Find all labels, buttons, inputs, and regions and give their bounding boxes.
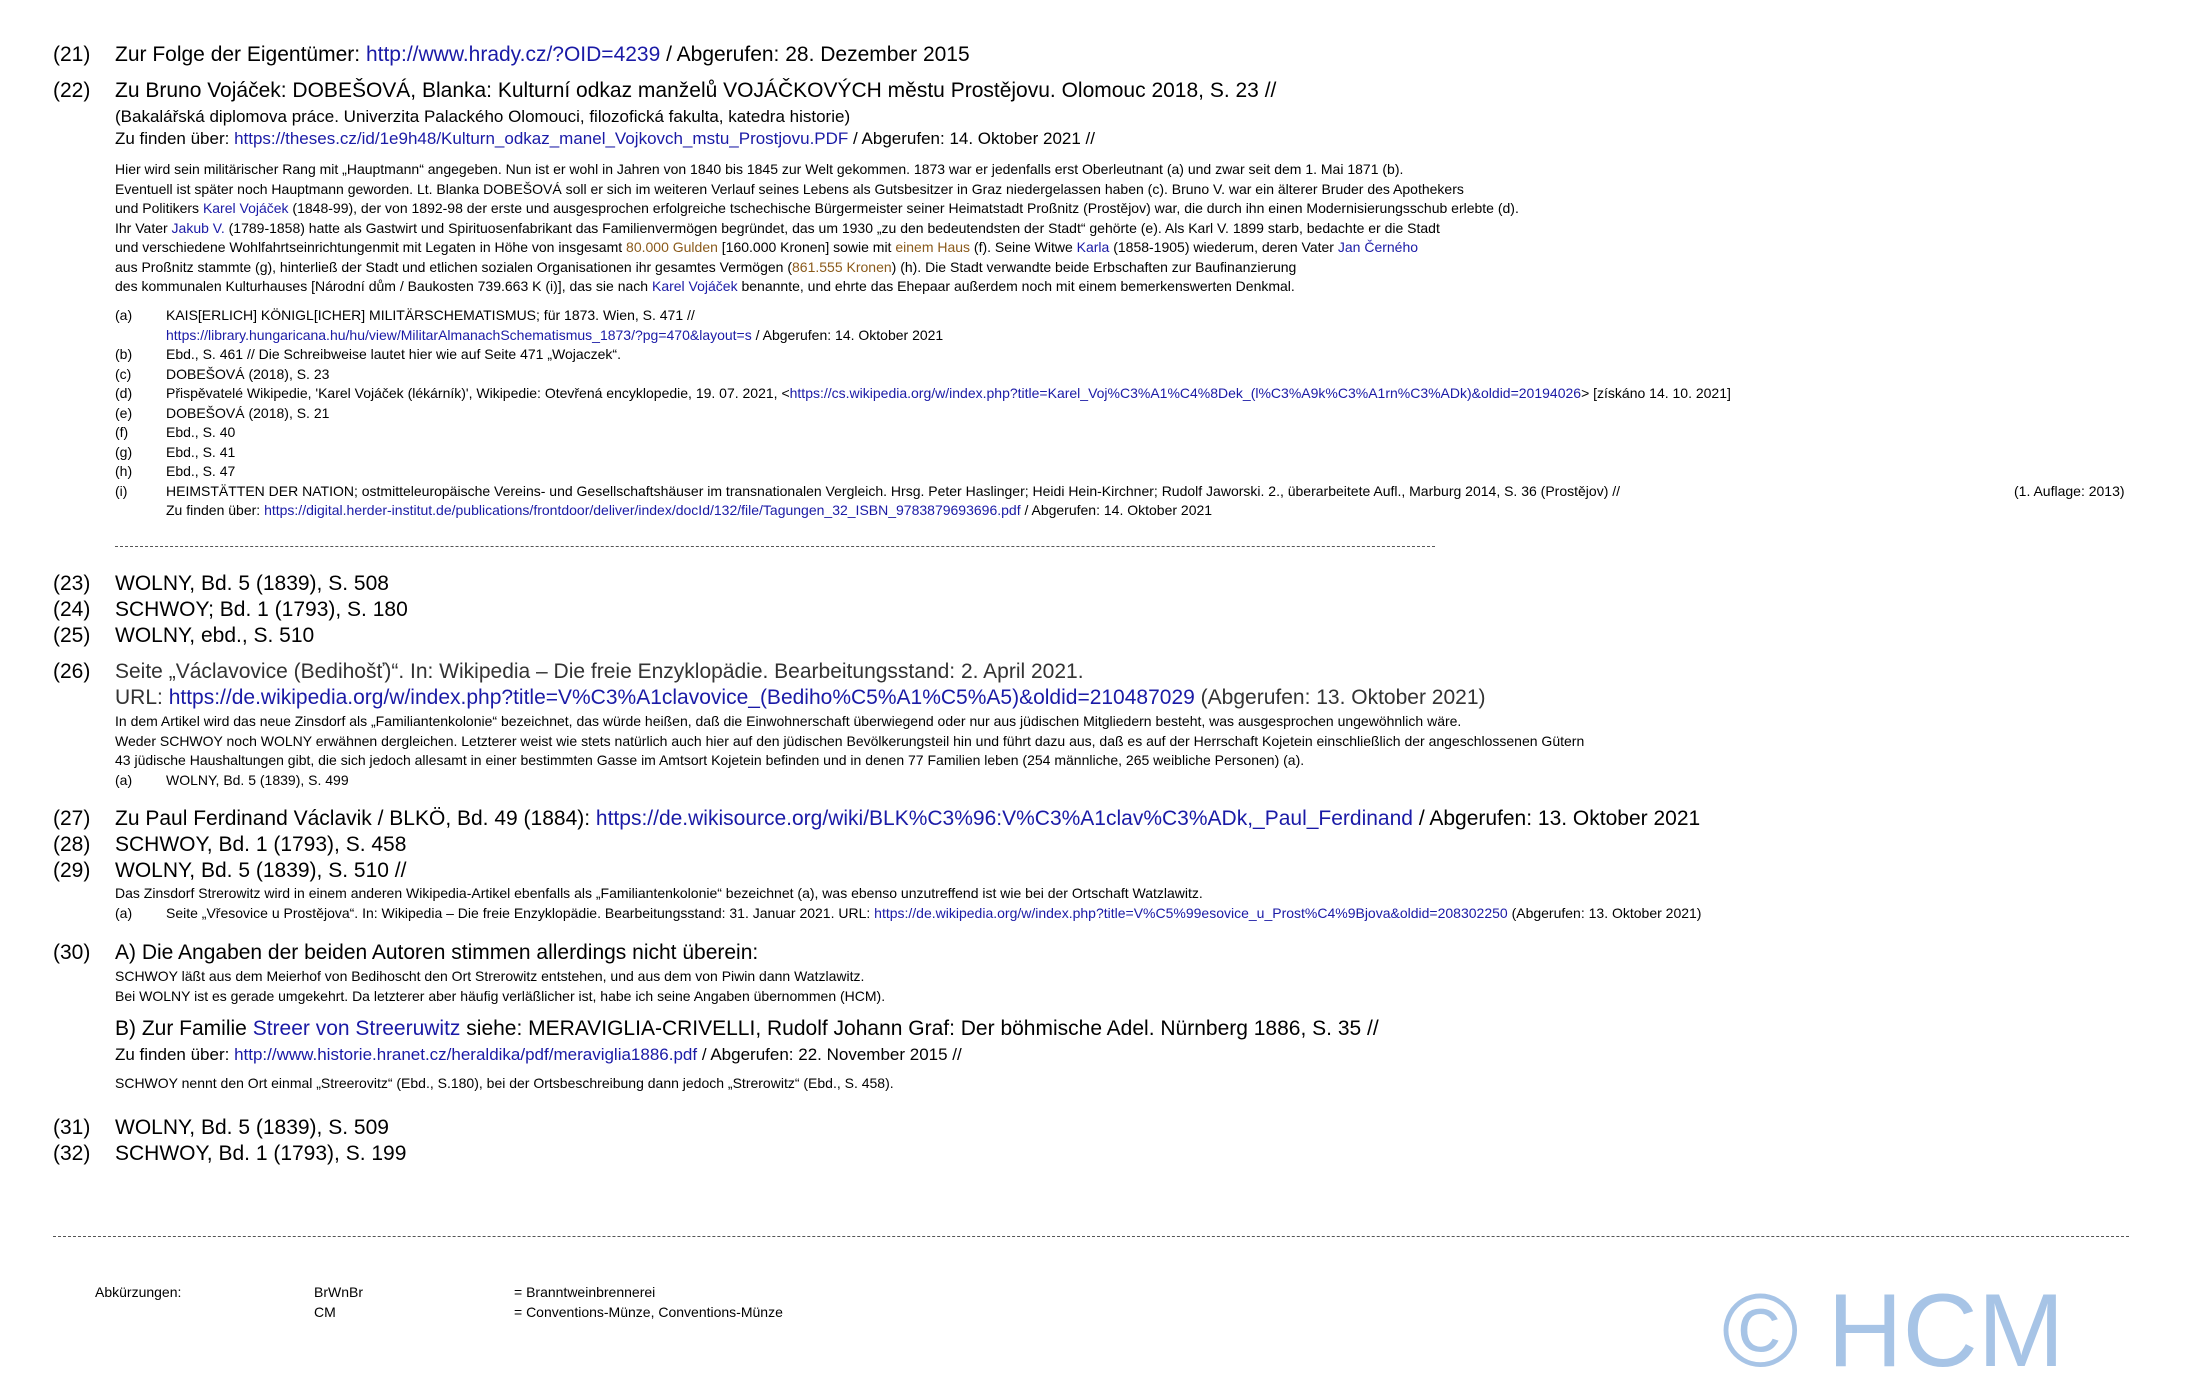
- amount-highlight: 80.000 Gulden: [626, 239, 718, 255]
- text: benannte, und ehrte das Ehepaar außerdem noch mit einem bemerkenswerten Denkmal.: [737, 278, 1295, 294]
- footnote-30-find: [115, 1044, 962, 1066]
- footnote-text: / Abgerufen: 28. Dezember 2015: [660, 43, 970, 66]
- find-label: Zu finden über:: [166, 502, 265, 518]
- text: Ihr Vater: [115, 219, 172, 236]
- note-text: [166, 501, 1212, 521]
- footnote-28: SCHWOY, Bd. 1 (1793), S. 458: [115, 833, 407, 856]
- amount-highlight: einem Haus: [895, 239, 971, 255]
- note-text: Ebd., S. 47: [166, 463, 236, 479]
- paragraph-line: Weder SCHWOY noch WOLNY erwähnen dergleichen. Letzterer weist wie stets natürlich auch hier auf den jüdischen Bevölkerungsteil hin und führt dazu aus, daß es auf der Herrschaft Kojetein einschließlich der angeschlossenen Gütern: [115, 732, 1585, 749]
- text: Zu Paul Ferdinand Václavik / BLKÖ, Bd. 49 (1884):: [115, 807, 596, 830]
- paragraph-line: [115, 277, 1295, 297]
- text: (1789-1858) hatte als Gastwirt und Spirituosenfabrikant das Familienvermögen begründet, das um 1930 „zu den bedeutendsten der Stadt“ gehörte (e). Als Karl V. 1899 starb, bedachte er die Stadt: [224, 219, 1440, 236]
- footnote-number: (21): [53, 43, 91, 66]
- footnote-23: WOLNY, Bd. 5 (1839), S. 508: [115, 572, 389, 595]
- abbreviation-value: = Conventions-Münze, Conventions-Münze: [514, 1303, 783, 1320]
- note-link[interactable]: https://cs.wikipedia.org/w/index.php?title=Karel_Voj%C3%A1%C4%8Dek_(l%C3%A9k%C3%A1rn%C3%ADk)&oldid=20194026: [789, 385, 1582, 401]
- note-text: Ebd., S. 40: [166, 424, 236, 440]
- find-label: Zu finden über:: [115, 129, 235, 148]
- footnote-22-subtitle: (Bakalářská diplomova práce. Univerzita Palackého Olomouci, filozofická fakulta, katedra historie): [115, 107, 851, 126]
- footnote-number: (24): [53, 598, 91, 621]
- footnote-number: (23): [53, 572, 91, 595]
- copyright-watermark: © HCM: [1722, 1273, 2065, 1389]
- paragraph-line: [115, 199, 1519, 219]
- note-text: WOLNY, Bd. 5 (1839), S. 499: [166, 771, 349, 788]
- text: / Abgerufen: 13. Oktober 2021: [1412, 807, 1701, 830]
- footnote-30-a: A) Die Angaben der beiden Autoren stimmen allerdings nicht überein:: [115, 941, 759, 964]
- separator-line: [53, 1236, 2129, 1237]
- footnote-link[interactable]: https://de.wikipedia.org/w/index.php?title=V%C3%A1clavovice_(Bediho%C5%A1%C5%A5)&oldid=210487029: [168, 686, 1195, 709]
- note-key: (i): [115, 482, 128, 499]
- footnote-number: (26): [53, 660, 91, 683]
- footnote-22-title: Zu Bruno Vojáček: DOBEŠOVÁ, Blanka: Kulturní odkaz manželů VOJÁČKOVÝCH městu Prostějovu. Olomouc 2018, S. 23 //: [115, 79, 1277, 102]
- footnote-number: (29): [53, 859, 91, 882]
- footnote-number: (28): [53, 833, 91, 856]
- footnote-26-line2: [115, 685, 1486, 711]
- amount-highlight: 861.555 Kronen: [792, 258, 892, 275]
- note-key: (c): [115, 365, 132, 382]
- text: / Abgerufen: 14. Oktober 2021: [1020, 502, 1213, 518]
- footnote-number: (31): [53, 1116, 91, 1139]
- paragraph-line: Eventuell ist später noch Hauptmann geworden. Lt. Blanka DOBEŠOVÁ soll er sich im weiteren Verlauf seines Lebens als Gutsbesitzer in Graz niedergelassen haben (c). Bruno V. war ein älterer Bruder des Apothekers: [115, 180, 1464, 197]
- paragraph-line: Das Zinsdorf Strerowitz wird in einem anderen Wikipedia-Artikel ebenfalls als „Familiantenkolonie“ bezeichnet (a), was ebenso unzutreffend ist wie bei der Ortschaft Watzlawitz.: [115, 885, 1203, 901]
- note-text: [166, 326, 943, 346]
- note-key: (a): [115, 771, 133, 788]
- note-link[interactable]: https://digital.herder-institut.de/publications/frontdoor/deliver/index/docId/132/file/Tagungen_32_ISBN_9783879693696.pdf: [264, 502, 1021, 518]
- text: und verschiedene Wohlfahrtseinrichtungenmit mit Legaten in Höhe von insgesamt: [115, 239, 627, 255]
- person-link[interactable]: Jakub V.: [171, 219, 225, 236]
- footnote-number: (30): [53, 941, 91, 964]
- paragraph-line: SCHWOY nennt den Ort einmal „Streerovitz“ (Ebd., S.180), bei der Ortsbeschreibung dann jedoch „Strerowitz“ (Ebd., S. 458).: [115, 1075, 894, 1091]
- paragraph-line: Bei WOLNY ist es gerade umgekehrt. Da letzterer aber häufig verläßlicher ist, habe ich seine Angaben übernommen (HCM).: [115, 987, 886, 1004]
- text: Přispěvatelé Wikipedie, 'Karel Vojáček (lékárník)', Wikipedie: Otevřená encyklopedie, 19. 07. 2021, <: [166, 385, 790, 401]
- footnote-link[interactable]: http://www.historie.hranet.cz/heraldika/pdf/meraviglia1886.pdf: [234, 1045, 698, 1064]
- note-text: [166, 384, 1731, 404]
- text: aus Proßnitz stammte (g), hinterließ der Stadt und etlichen sozialen Organisationen ihr gesamtes Vermögen (: [115, 258, 792, 275]
- paragraph-line: SCHWOY läßt aus dem Meierhof von Bedihoscht den Ort Strerowitz entstehen, und aus dem von Piwin dann Watzlawitz.: [115, 968, 865, 984]
- footnote-30-b: [115, 1016, 1379, 1042]
- note-key: (d): [115, 385, 133, 401]
- find-label: Zu finden über:: [115, 1045, 235, 1064]
- paragraph-line: In dem Artikel wird das neue Zinsdorf als „Familiantenkolonie“ bezeichnet, das würde heißen, daß die Einwohnerschaft überwiegend oder nur aus jüdischen Mitgliedern besteht, was ausgesprochen ungewöhnlich wäre.: [115, 713, 1462, 729]
- footnote-21: [115, 42, 970, 68]
- note-text: Ebd., S. 41: [166, 443, 236, 460]
- note-key: (f): [115, 424, 129, 440]
- footnote-number: (25): [53, 624, 91, 647]
- paragraph-line: [115, 219, 1440, 239]
- footnote-25: WOLNY, ebd., S. 510: [115, 624, 315, 647]
- note-key: (h): [115, 463, 133, 479]
- note-key: (b): [115, 346, 133, 362]
- find-suffix: / Abgerufen: 14. Oktober 2021 //: [848, 129, 1095, 148]
- text: > [získáno 14. 10. 2021]: [1581, 385, 1731, 401]
- text: und Politikers: [115, 200, 203, 216]
- abbreviations-label: Abkürzungen:: [95, 1284, 182, 1300]
- text: des kommunalen Kulturhauses [Národní dům / Baukosten 739.663 K (i)], das sie nach: [115, 278, 652, 294]
- footnote-link[interactable]: https://theses.cz/id/1e9h48/Kulturn_odkaz_manel_Vojkovch_mstu_Prostjovu.PDF: [234, 129, 849, 148]
- note-key: (a): [115, 904, 133, 921]
- paragraph-line: Hier wird sein militärischer Rang mit „Hauptmann“ angegeben. Nun ist er wohl in Jahren von 1840 bis 1845 zur Welt gekommen. 1873 war er jedenfalls erst Oberleutnant (a) und zwar seit dem 1. Mai 1871 (b).: [115, 161, 1404, 177]
- note-text: [166, 904, 1701, 924]
- footnote-link[interactable]: http://www.hrady.cz/?OID=4239: [365, 43, 661, 66]
- footnote-32: SCHWOY, Bd. 1 (1793), S. 199: [115, 1142, 407, 1165]
- text: / Abgerufen: 22. November 2015 //: [697, 1045, 962, 1064]
- note-link[interactable]: https://de.wikipedia.org/w/index.php?title=V%C5%99esovice_u_Prost%C4%9Bjova&oldid=208302250: [874, 904, 1508, 921]
- person-link[interactable]: Karel Vojáček: [651, 278, 738, 294]
- footnote-text: Zur Folge der Eigentümer:: [115, 43, 366, 66]
- text: (Abgerufen: 13. Oktober 2021): [1194, 686, 1486, 709]
- note-key: (e): [115, 404, 133, 421]
- note-text: HEIMSTÄTTEN DER NATION; ostmitteleuropäische Vereins- und Gesellschaftshäuser im transnationalen Vergleich. Hrsg. Peter Haslinger; Heidi Hein-Kirchner; Rudolf Jaworski. 2., überarbeitete Aufl., Marburg 2014, S. 36 (Prostějov) //: [166, 482, 1621, 499]
- text: siehe: MERAVIGLIA-CRIVELLI, Rudolf Johann Graf: Der böhmische Adel. Nürnberg 1886, S. 35 //: [460, 1017, 1379, 1040]
- text: (f). Seine Witwe: [970, 239, 1077, 255]
- person-link[interactable]: Karel Vojáček: [202, 200, 289, 216]
- footnote-29: WOLNY, Bd. 5 (1839), S. 510 //: [115, 859, 407, 882]
- footnote-27: [115, 806, 1700, 832]
- text: URL:: [115, 686, 169, 709]
- person-link[interactable]: Jan Černého: [1337, 239, 1419, 255]
- note-key: (a): [115, 307, 133, 323]
- separator-line: [115, 546, 1435, 547]
- abbreviation-key: BrWnBr: [314, 1284, 363, 1300]
- note-text: Ebd., S. 461 // Die Schreibweise lautet hier wie auf Seite 471 „Wojaczek“.: [166, 346, 621, 362]
- note-text: DOBEŠOVÁ (2018), S. 21: [166, 404, 330, 421]
- footnote-number: (32): [53, 1142, 91, 1165]
- abbreviation-key: CM: [314, 1303, 336, 1320]
- footnote-24: SCHWOY; Bd. 1 (1793), S. 180: [115, 598, 408, 621]
- footnote-31: WOLNY, Bd. 5 (1839), S. 509: [115, 1116, 389, 1139]
- text: B) Zur Familie: [115, 1017, 253, 1040]
- text: (1848-99), der von 1892-98 der erste und ausgesprochen erfolgreiche tschechische Bürgermeister seiner Heimatstadt Proßnitz (Prostějov) war, die durch ihn einen Modernisierungsschub erlebte (d).: [288, 200, 1519, 216]
- note-edition: (1. Auflage: 2013): [2014, 482, 2125, 499]
- note-link[interactable]: https://library.hungaricana.hu/hu/view/MilitarAlmanachSchematismus_1873/?pg=470&layout=s: [166, 326, 752, 343]
- abbreviation-value: = Branntweinbrennerei: [514, 1284, 656, 1300]
- note-key: (g): [115, 443, 133, 460]
- text: Seite „Vřesovice u Prostějova“. In: Wikipedia – Die freie Enzyklopädie. Bearbeitungsstand: 31. Januar 2021. URL:: [166, 904, 875, 921]
- family-link[interactable]: Streer von Streeruwitz: [252, 1017, 461, 1040]
- note-text: DOBEŠOVÁ (2018), S. 23: [166, 365, 330, 382]
- footnote-26-line1: Seite „Václavovice (Bedihošť)“. In: Wikipedia – Die freie Enzyklopädie. Bearbeitungsstand: 2. April 2021.: [115, 660, 1084, 683]
- footnote-22-find: [115, 128, 1095, 150]
- paragraph-line: [115, 238, 1418, 258]
- text: ) (h). Die Stadt verwandte beide Erbschaften zur Baufinanzierung: [891, 258, 1297, 275]
- paragraph-line: 43 jüdische Haushaltungen gibt, die sich jedoch allesamt in einer bestimmten Gasse im Amtsort Kojetein befinden und in denen 77 Familien leben (254 männliche, 265 weibliche Personen) (a).: [115, 752, 1305, 768]
- text: (Abgerufen: 13. Oktober 2021): [1507, 904, 1702, 921]
- footnote-number: (22): [53, 79, 91, 102]
- paragraph-line: [115, 258, 1296, 278]
- text: / Abgerufen: 14. Oktober 2021: [751, 326, 944, 343]
- person-link[interactable]: Karla: [1076, 239, 1110, 255]
- footnote-number: (27): [53, 807, 91, 830]
- text: (1858-1905) wiederum, deren Vater: [1109, 239, 1338, 255]
- note-text: KAIS[ERLICH] KÖNIGL[ICHER] MILITÄRSCHEMATISMUS; für 1873. Wien, S. 471 //: [166, 307, 695, 323]
- text: [160.000 Kronen] sowie mit: [717, 239, 896, 255]
- footnote-link[interactable]: https://de.wikisource.org/wiki/BLK%C3%96:V%C3%A1clav%C3%ADk,_Paul_Ferdinand: [595, 807, 1413, 830]
